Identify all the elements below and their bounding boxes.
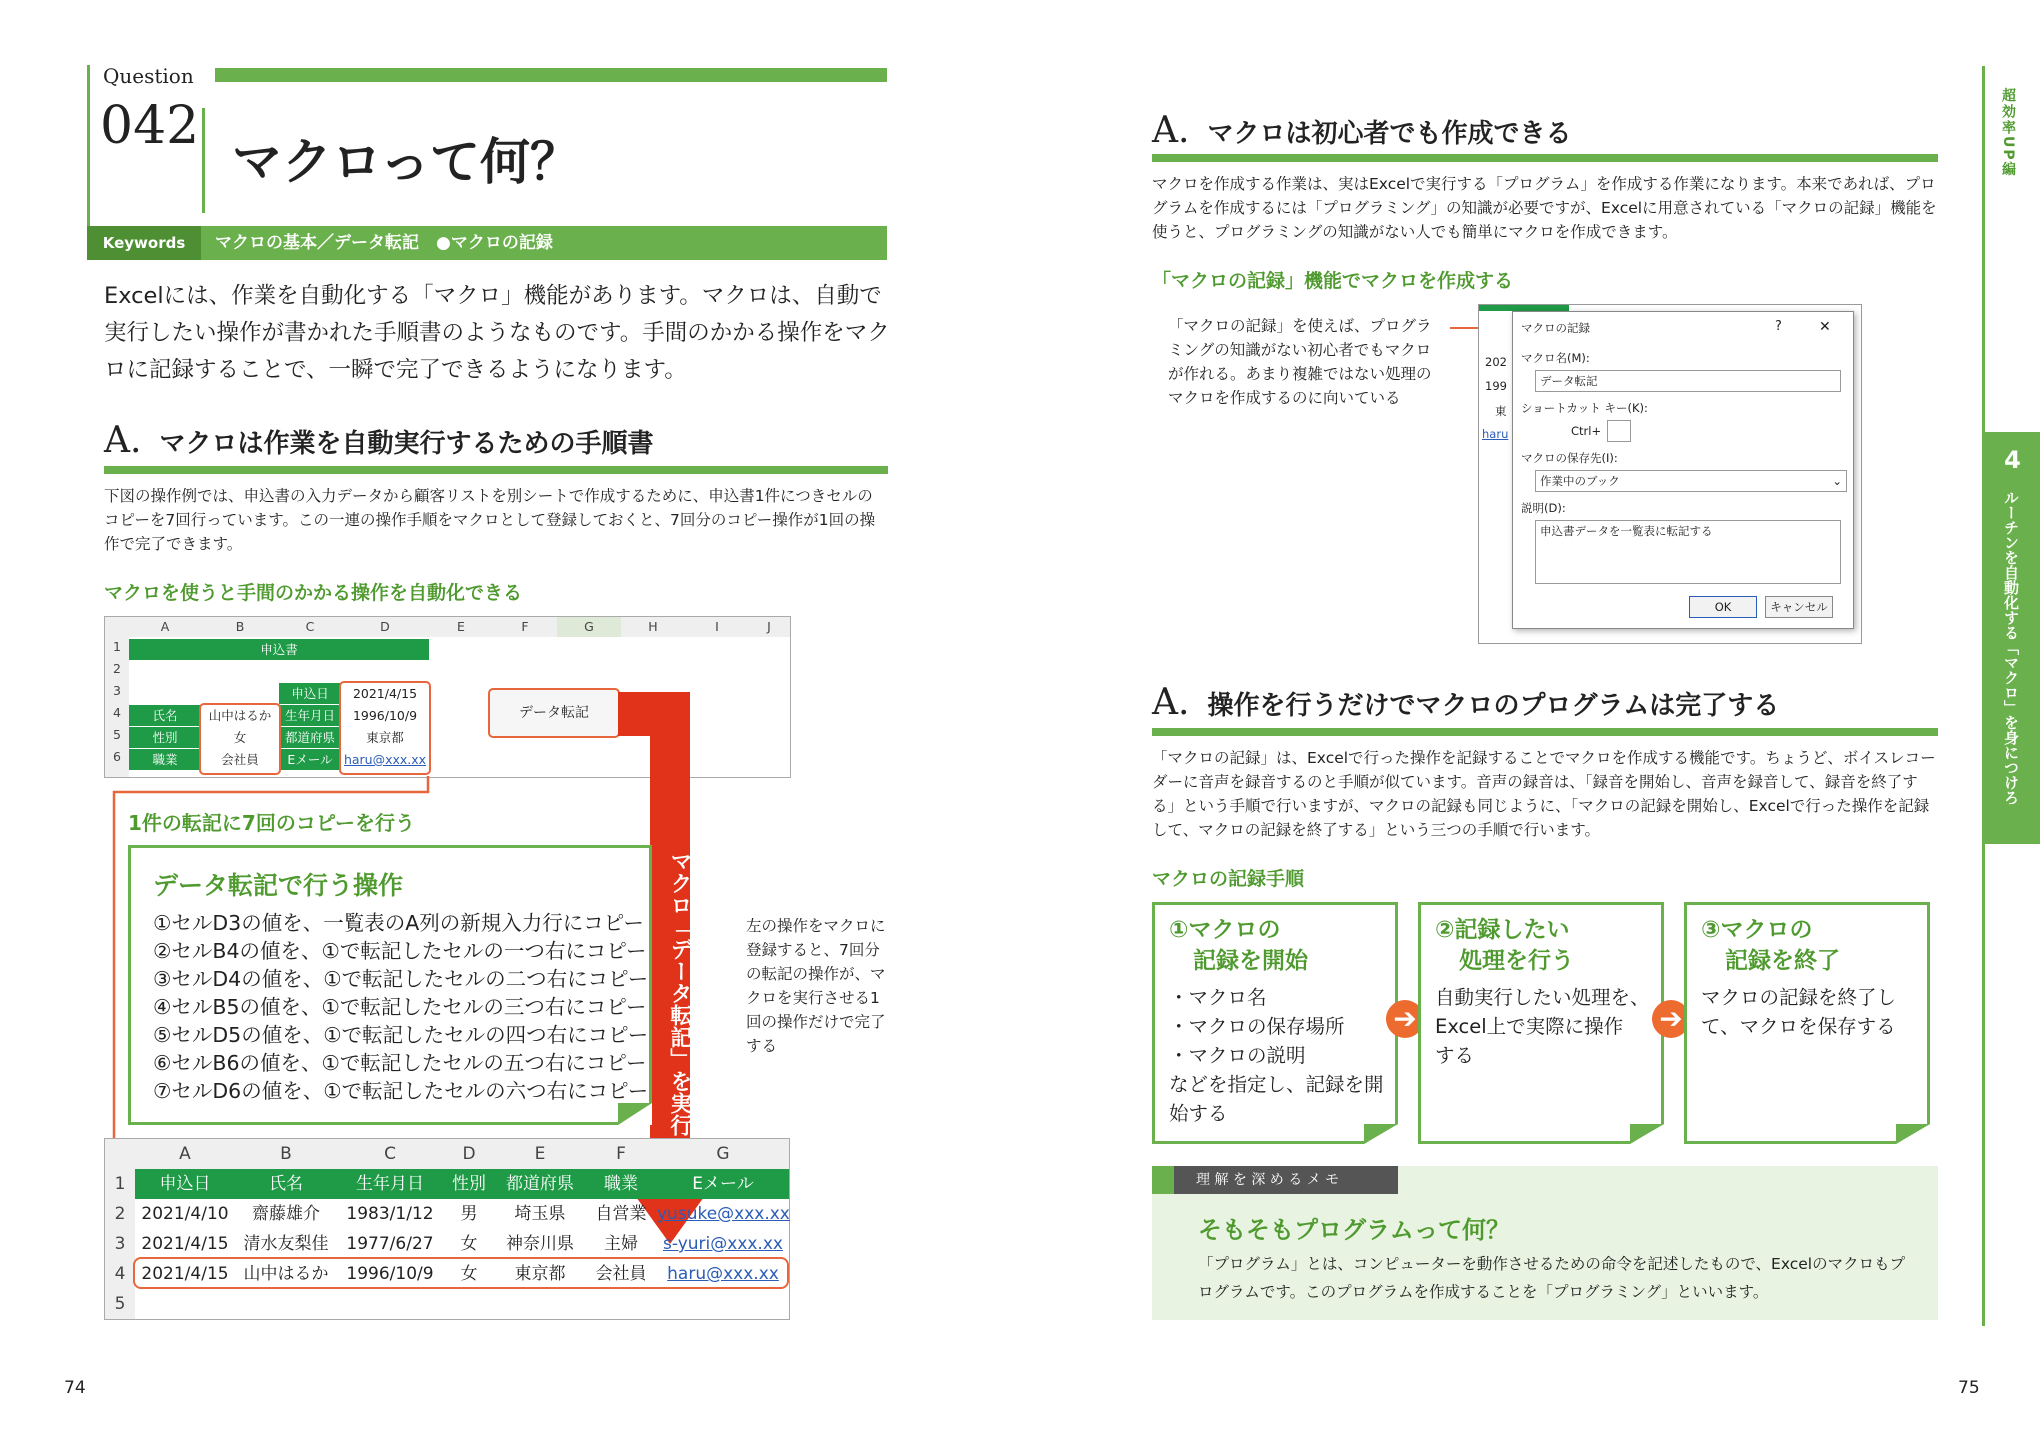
memo-label [1152, 1166, 1398, 1194]
step-title [1701, 915, 1840, 977]
ok-button[interactable]: OK [1689, 596, 1757, 618]
store-in-value: 作業中のブック [1540, 474, 1620, 488]
header-cell: 生年月日 [337, 1169, 443, 1199]
memo-box [1152, 1166, 1938, 1320]
step-line: ・マクロの説明 [1169, 1044, 1306, 1067]
keywords-label: Keywords [87, 226, 201, 260]
value-cell: 東京都 [366, 730, 404, 745]
memo-body: 「プログラム」とは、コンピューターを動作させるための命令を記述したもので、Excelのマクロもプログラムです。このプログラムを作成することを「プログラミング」といいます。 [1198, 1255, 1906, 1301]
value-cell: 会社員 [221, 752, 259, 767]
description-label: 説明(D): [1521, 501, 1566, 515]
ctrl-label: Ctrl+ [1571, 424, 1602, 438]
label-cell: 性別 [129, 727, 201, 748]
chevron-down-icon: ⌄ [1832, 474, 1842, 488]
table-cell: 女 [460, 1234, 478, 1254]
header-cell: 申込日 [135, 1169, 235, 1199]
value-cell: 1996/10/9 [352, 708, 418, 723]
step-line: 自動実行したい処理を、 [1435, 986, 1650, 1009]
answer-heading-text: マクロは作業を自動実行するための手順書 [159, 429, 654, 459]
table-cell: 1996/10/9 [346, 1264, 434, 1284]
step-title-line: ③マクロの [1701, 917, 1813, 943]
help-button[interactable]: ? [1775, 319, 1782, 334]
answer1-heading [1152, 110, 1571, 151]
chapter-tab[interactable] [1985, 432, 2040, 844]
col-header: F [585, 1139, 657, 1169]
new-row-highlight [133, 1257, 789, 1289]
step-card [1152, 902, 1398, 1144]
row-header: 6 [113, 749, 121, 764]
operation-item: ⑥セルB6の値を、①で転記したセルの五つ右にコピー [153, 1051, 647, 1075]
col-header: F [521, 619, 529, 634]
col-header: C [305, 619, 315, 634]
step-title-line: 記録を終了 [1725, 948, 1840, 974]
macro-name-label: マクロ名(M): [1521, 351, 1590, 365]
arrow-right-icon: ➔ [1386, 1000, 1424, 1038]
answer-heading [104, 420, 653, 461]
steps-subheading: マクロの記録手順 [1152, 868, 1305, 890]
operation-item: ①セルD3の値を、一覧表のA列の新規入力行にコピー [153, 911, 644, 935]
answer1-heading-text: マクロは初心者でも作成できる [1207, 119, 1572, 149]
answer2-heading [1152, 682, 1779, 723]
form-title-cell: 申込書 [129, 639, 429, 660]
folded-corner-icon [1896, 1124, 1930, 1144]
bg-cell: haru [1482, 427, 1509, 441]
record-macro-dialog [1512, 311, 1854, 629]
step-title-line: 処理を行う [1459, 948, 1574, 974]
header-cell: 性別 [443, 1169, 495, 1199]
bg-cell: 202 [1485, 355, 1507, 369]
row-header: 4 [113, 705, 121, 720]
macro-run-label: マクロ「データ転記」を実行 [667, 850, 692, 1136]
col-header: B [235, 619, 245, 634]
table-cell: 男 [460, 1204, 478, 1224]
label-cell: 職業 [129, 749, 201, 770]
col-header: H [648, 619, 658, 634]
row-header: 3 [105, 1229, 135, 1259]
table-cell: 主婦 [604, 1234, 638, 1254]
step-line: する [1435, 1044, 1475, 1067]
step-title [1169, 915, 1308, 977]
step-title-line: 記録を開始 [1193, 948, 1308, 974]
highlight-b-values [199, 703, 281, 775]
step-line: マクロの記録を終了し [1701, 986, 1897, 1009]
col-header: G [657, 1139, 789, 1169]
dialog-title: マクロの記録 [1521, 321, 1590, 335]
answer2-heading-text: 操作を行うだけでマクロのプログラムは完了する [1207, 691, 1780, 721]
label-cell: 都道府県 [279, 727, 341, 748]
step-line: 始する [1169, 1102, 1228, 1125]
step-card [1684, 902, 1930, 1144]
question-label: Question [103, 64, 194, 88]
table-cell: 東京都 [514, 1264, 566, 1284]
label-cell: 生年月日 [279, 705, 341, 726]
shortcut-label: ショートカット キー(K): [1521, 401, 1648, 415]
label-cell: Eメール [279, 749, 341, 770]
page-title: マクロって何？ [232, 133, 580, 191]
header-cell: 氏名 [235, 1169, 337, 1199]
step-title [1435, 915, 1574, 977]
row-header: 4 [105, 1259, 135, 1289]
table-cell: 2021/4/10 [141, 1204, 229, 1224]
step-line: ・マクロの保存場所 [1169, 1015, 1345, 1038]
email-link[interactable]: yusuke@xxx.xx [657, 1204, 790, 1224]
operations-box [128, 845, 652, 1125]
step-title-line: ②記録したい [1435, 917, 1570, 943]
corner-cell [105, 1139, 135, 1169]
table-cell: 1977/6/27 [346, 1234, 434, 1254]
heading-underline [1152, 154, 1938, 162]
col-header: B [235, 1139, 337, 1169]
chapter-title: ルーチンを自動化する「マクロ」を身につけろ [2002, 490, 2020, 805]
header-cell: Eメール [657, 1169, 789, 1199]
table-cell: 2021/4/15 [141, 1264, 229, 1284]
step-line: などを指定し、記録を開 [1169, 1073, 1384, 1096]
table-cell: 自営業 [595, 1204, 647, 1224]
col-header: G [557, 617, 621, 637]
col-header: A [135, 1139, 235, 1169]
table-cell: 清水友梨佳 [243, 1234, 329, 1254]
table-cell: 埼玉県 [514, 1204, 566, 1224]
row-header: 2 [113, 661, 121, 676]
header-cell: 職業 [585, 1169, 657, 1199]
col-header: E [495, 1139, 585, 1169]
table-cell: 齋藤雄介 [252, 1204, 320, 1224]
col-header: E [457, 619, 465, 634]
copy-count-title: 1件の転記に7回のコピーを行う [128, 811, 416, 835]
value-cell: 山中はるか [208, 708, 272, 723]
data-transfer-button[interactable]: データ転記 [488, 688, 620, 738]
lead-paragraph: Excelには、作業を自動化する「マクロ」機能があります。マクロは、自動で実行したい操作が書かれた手順書のようなものです。手間のかかる操作をマクロに記録することで、一瞬で完了できるようになります。 [104, 283, 890, 383]
keywords-bar [87, 226, 887, 260]
answer1-letter: A. [1152, 110, 1190, 151]
store-in-label: マクロの保存先(I): [1521, 451, 1618, 465]
step-title-line: ①マクロの [1169, 917, 1281, 943]
email-link[interactable]: s-yuri@xxx.xx [663, 1234, 783, 1254]
title-accent-line [87, 65, 90, 245]
title-top-bar [215, 68, 887, 82]
description-textarea[interactable]: 申込書データを一覧表に転記する [1535, 520, 1841, 584]
page-number-left: 74 [64, 1378, 86, 1398]
step-line: ・マクロ名 [1169, 986, 1267, 1009]
page-number-right: 75 [1958, 1378, 1980, 1398]
folded-corner-icon [618, 1103, 652, 1125]
recorder-subheading: 「マクロの記録」機能でマクロを作成する [1152, 270, 1514, 292]
step-line: Excel上で実際に操作 [1435, 1015, 1624, 1038]
answer-letter: A. [104, 420, 142, 461]
bg-cell: 199 [1485, 379, 1507, 393]
label-cell: 申込日 [279, 683, 341, 704]
folded-corner-icon [1630, 1124, 1664, 1144]
cancel-button[interactable]: キャンセル [1765, 596, 1833, 618]
operation-item: ④セルB5の値を、①で転記したセルの三つ右にコピー [153, 995, 647, 1019]
col-header: C [337, 1139, 443, 1169]
header-cell: 都道府県 [495, 1169, 585, 1199]
value-cell: 2021/4/15 [352, 686, 418, 701]
shortcut-key-input[interactable] [1607, 420, 1631, 442]
bg-cell: 東 [1495, 404, 1507, 418]
row-header: 1 [113, 639, 121, 654]
answer-body: 下図の操作例では、申込書の入力データから顧客リストを別シートで作成するために、申込書1件につきセルのコピーを7回行っています。この一連の操作手順をマクロとして登録しておくと、7回分のコピー操作が1回の操作で完了できます。 [104, 487, 876, 553]
heading-underline [1152, 728, 1938, 736]
heading-underline [104, 466, 888, 474]
row-header: 2 [105, 1199, 135, 1229]
keywords-text: マクロの基本／データ転記 ●マクロの記録 [215, 233, 553, 253]
folded-corner-icon [1364, 1124, 1398, 1144]
row-header: 1 [105, 1169, 135, 1199]
email-link[interactable]: haru@xxx.xx [343, 752, 427, 767]
answer2-letter: A. [1152, 682, 1190, 723]
highlight-d-values [339, 681, 431, 775]
row-header: 3 [113, 683, 121, 698]
operation-item: ⑤セルD5の値を、①で転記したセルの四つ右にコピー [153, 1023, 649, 1047]
side-note: 左の操作をマクロに登録すると、7回分の転記の操作が、マクロを実行させる1回の操作だけで完了する [746, 917, 886, 1055]
operations-title: データ転記で行う操作 [153, 871, 404, 900]
table-cell: 山中はるか [243, 1264, 329, 1284]
figure-subheading: マクロを使うと手間のかかる操作を自動化できる [104, 582, 523, 604]
value-cell: 女 [233, 730, 247, 745]
question-number: 042 [100, 96, 200, 156]
macro-name-input[interactable]: データ転記 [1535, 370, 1841, 392]
chapter-number: 4 [2004, 446, 2021, 474]
table-cell: 神奈川県 [506, 1234, 574, 1254]
store-in-select[interactable] [1535, 470, 1847, 492]
label-cell: 氏名 [129, 705, 201, 726]
operation-item: ②セルB4の値を、①で転記したセルの一つ右にコピー [153, 939, 647, 963]
memo-title: そもそもプログラムって何？ [1198, 1216, 1510, 1244]
answer2-body: 「マクロの記録」は、Excelで行った操作を記録することでマクロを作成する機能です。ちょうど、ボイスレコーダーに音声を録音するのと手順が似ています。音声の録音は、「録音を開始し、音声を録音して、録音を終了する」という手順で行いますが、マクロの記録も同じように、「マクロの記録を開始し、Excelで行った操作を記録して、マクロの記録を終了する」という三つの手順で行います。 [1152, 749, 1936, 839]
row-header: 5 [105, 1289, 135, 1319]
arrow-right-icon: ➔ [1652, 1000, 1690, 1038]
close-button[interactable]: ✕ [1819, 319, 1831, 335]
answer1-body: マクロを作成する作業は、実はExcelで実行する「プログラム」を作成する作業になります。本来であれば、プログラムを作成するには「プログラミング」の知識が必要ですが、Excelに用意されている「マクロの記録」機能を使うと、プログラミングの知識がない人でも簡単にマクロを作成できます。 [1152, 175, 1937, 241]
col-header: I [715, 619, 719, 634]
table-cell: 2021/4/15 [141, 1234, 229, 1254]
table-cell: 女 [460, 1264, 478, 1284]
step-card [1418, 902, 1664, 1144]
operation-item: ⑦セルD6の値を、①で転記したセルの六つ右にコピー [153, 1079, 649, 1103]
excel-background-window [1478, 304, 1862, 644]
number-divider [202, 108, 205, 213]
email-link[interactable]: haru@xxx.xx [667, 1264, 779, 1284]
table-cell: 会社員 [595, 1264, 647, 1284]
memo-label-text: 理 解 を 深 め る メ モ [1196, 1172, 1340, 1188]
col-header: J [767, 619, 771, 634]
table-cell: 1983/1/12 [346, 1204, 434, 1224]
col-header: D [380, 619, 390, 634]
row-header: 5 [113, 727, 121, 742]
customer-list-sheet [104, 1138, 790, 1320]
section-label: 超効率UP編 [2000, 88, 2016, 178]
col-header: D [443, 1139, 495, 1169]
dialog-callout: 「マクロの記録」を使えば、プログラミングの知識がない初心者でもマクロが作れる。あまり複雑ではない処理のマクロを作成するのに向いている [1168, 317, 1432, 407]
col-header: A [160, 619, 170, 634]
step-line: て、マクロを保存する [1701, 1015, 1896, 1038]
operation-item: ③セルD4の値を、①で転記したセルの二つ右にコピー [153, 967, 649, 991]
